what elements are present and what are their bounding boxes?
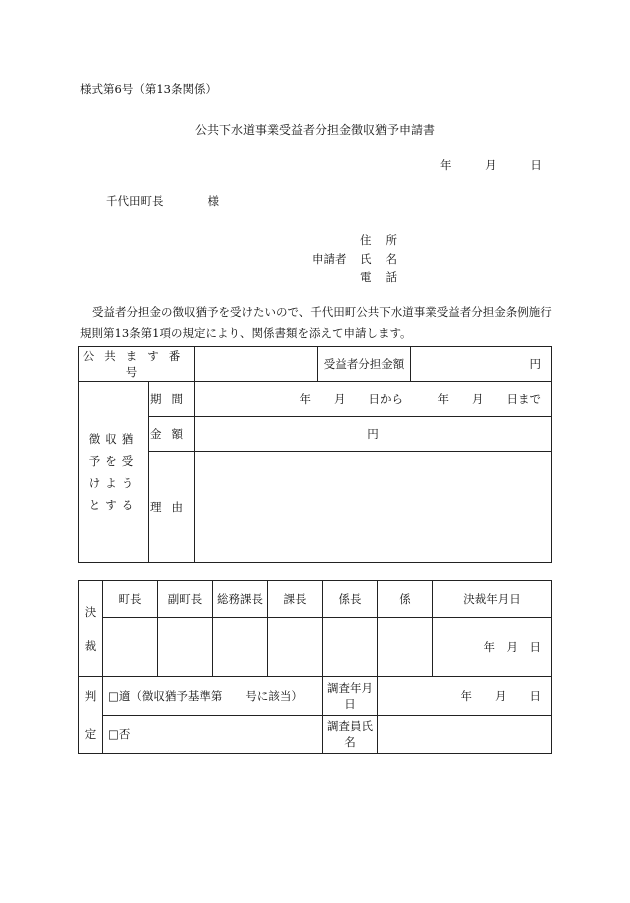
addressee-honorific: 様 xyxy=(207,194,219,208)
date-year-label: 年 xyxy=(440,158,452,172)
applicant-block xyxy=(312,231,410,287)
stamp-header-decision-date: 決裁年月日 xyxy=(433,581,552,618)
surveyor-name-label: 調査員氏名 xyxy=(323,715,378,754)
stamp-header-section-chief: 課長 xyxy=(268,581,323,618)
surveyor-name-field[interactable] xyxy=(378,715,552,754)
basin-number-label: 公共ます番号 xyxy=(79,347,195,382)
survey-date-label: 調査年月日 xyxy=(323,677,378,716)
survey-date-field[interactable] xyxy=(378,677,552,716)
application-statement: 受益者分担金の徴収猶予を受けたいので、千代田町公共下水道事業受益者分担金条例施行規則第13条第1項の規定により、関係書類を添えて申請します。 xyxy=(80,305,552,340)
form-number: 様式第6号（第13条関係） xyxy=(80,82,217,96)
amount-row-yen: 円 xyxy=(367,427,379,441)
stamp-box-mayor[interactable] xyxy=(103,618,158,677)
period-field[interactable] xyxy=(195,382,552,417)
reason-label: 理由 xyxy=(149,452,195,563)
decision-date-text: 年 月 日 xyxy=(483,640,541,654)
date-day-label: 日 xyxy=(530,158,542,172)
stamp-header-mayor: 町長 xyxy=(103,581,158,618)
basin-number-field[interactable] xyxy=(195,347,318,382)
amount-row-field[interactable] xyxy=(195,417,552,452)
stamp-header-staff: 係 xyxy=(378,581,433,618)
address-label: 住所 xyxy=(360,233,411,247)
addressee-name: 千代田町長 xyxy=(106,194,164,208)
application-table xyxy=(78,346,552,563)
decision-table xyxy=(78,580,552,754)
phone-label: 電話 xyxy=(360,270,411,284)
judgment-option-approved[interactable] xyxy=(103,677,323,716)
stamp-header-general-affairs-chief: 総務課長 xyxy=(213,581,268,618)
date-month-label: 月 xyxy=(485,158,497,172)
reason-field[interactable] xyxy=(195,452,552,563)
period-label: 期間 xyxy=(149,382,195,417)
stamp-box-deputy-mayor[interactable] xyxy=(158,618,213,677)
stamp-header-deputy-mayor: 副町長 xyxy=(158,581,213,618)
decision-label: 決裁 xyxy=(79,581,103,677)
addressee xyxy=(106,193,219,209)
judgment-label: 判定 xyxy=(79,677,103,754)
judgment-rejected-text: □否 xyxy=(108,727,131,742)
applicant-caption: 申請者 xyxy=(312,251,347,266)
survey-date-text: 年 月 日 xyxy=(460,688,541,703)
yen-unit: 円 xyxy=(529,357,541,371)
stamp-box-general-affairs-chief[interactable] xyxy=(213,618,268,677)
period-text: 年 月 日から 年 月 日まで xyxy=(299,392,541,406)
decision-date-field[interactable] xyxy=(433,618,552,677)
application-date xyxy=(440,157,542,173)
judgment-approved-text: □適（徴収猶予基準第 号に該当） xyxy=(108,688,303,703)
deferment-label: 徴収猶予を受けようとする xyxy=(79,382,149,563)
judgment-option-rejected[interactable] xyxy=(103,715,323,754)
charge-amount-field[interactable] xyxy=(411,347,552,382)
name-label: 氏名 xyxy=(360,251,411,266)
charge-amount-label: 受益者分担金額 xyxy=(318,347,411,382)
stamp-header-subsection-chief: 係長 xyxy=(323,581,378,618)
document-title: 公共下水道事業受益者分担金徴収猶予申請書 xyxy=(194,123,435,137)
stamp-box-section-chief[interactable] xyxy=(268,618,323,677)
amount-row-label: 金額 xyxy=(149,417,195,452)
stamp-box-staff[interactable] xyxy=(378,618,433,677)
stamp-box-subsection-chief[interactable] xyxy=(323,618,378,677)
